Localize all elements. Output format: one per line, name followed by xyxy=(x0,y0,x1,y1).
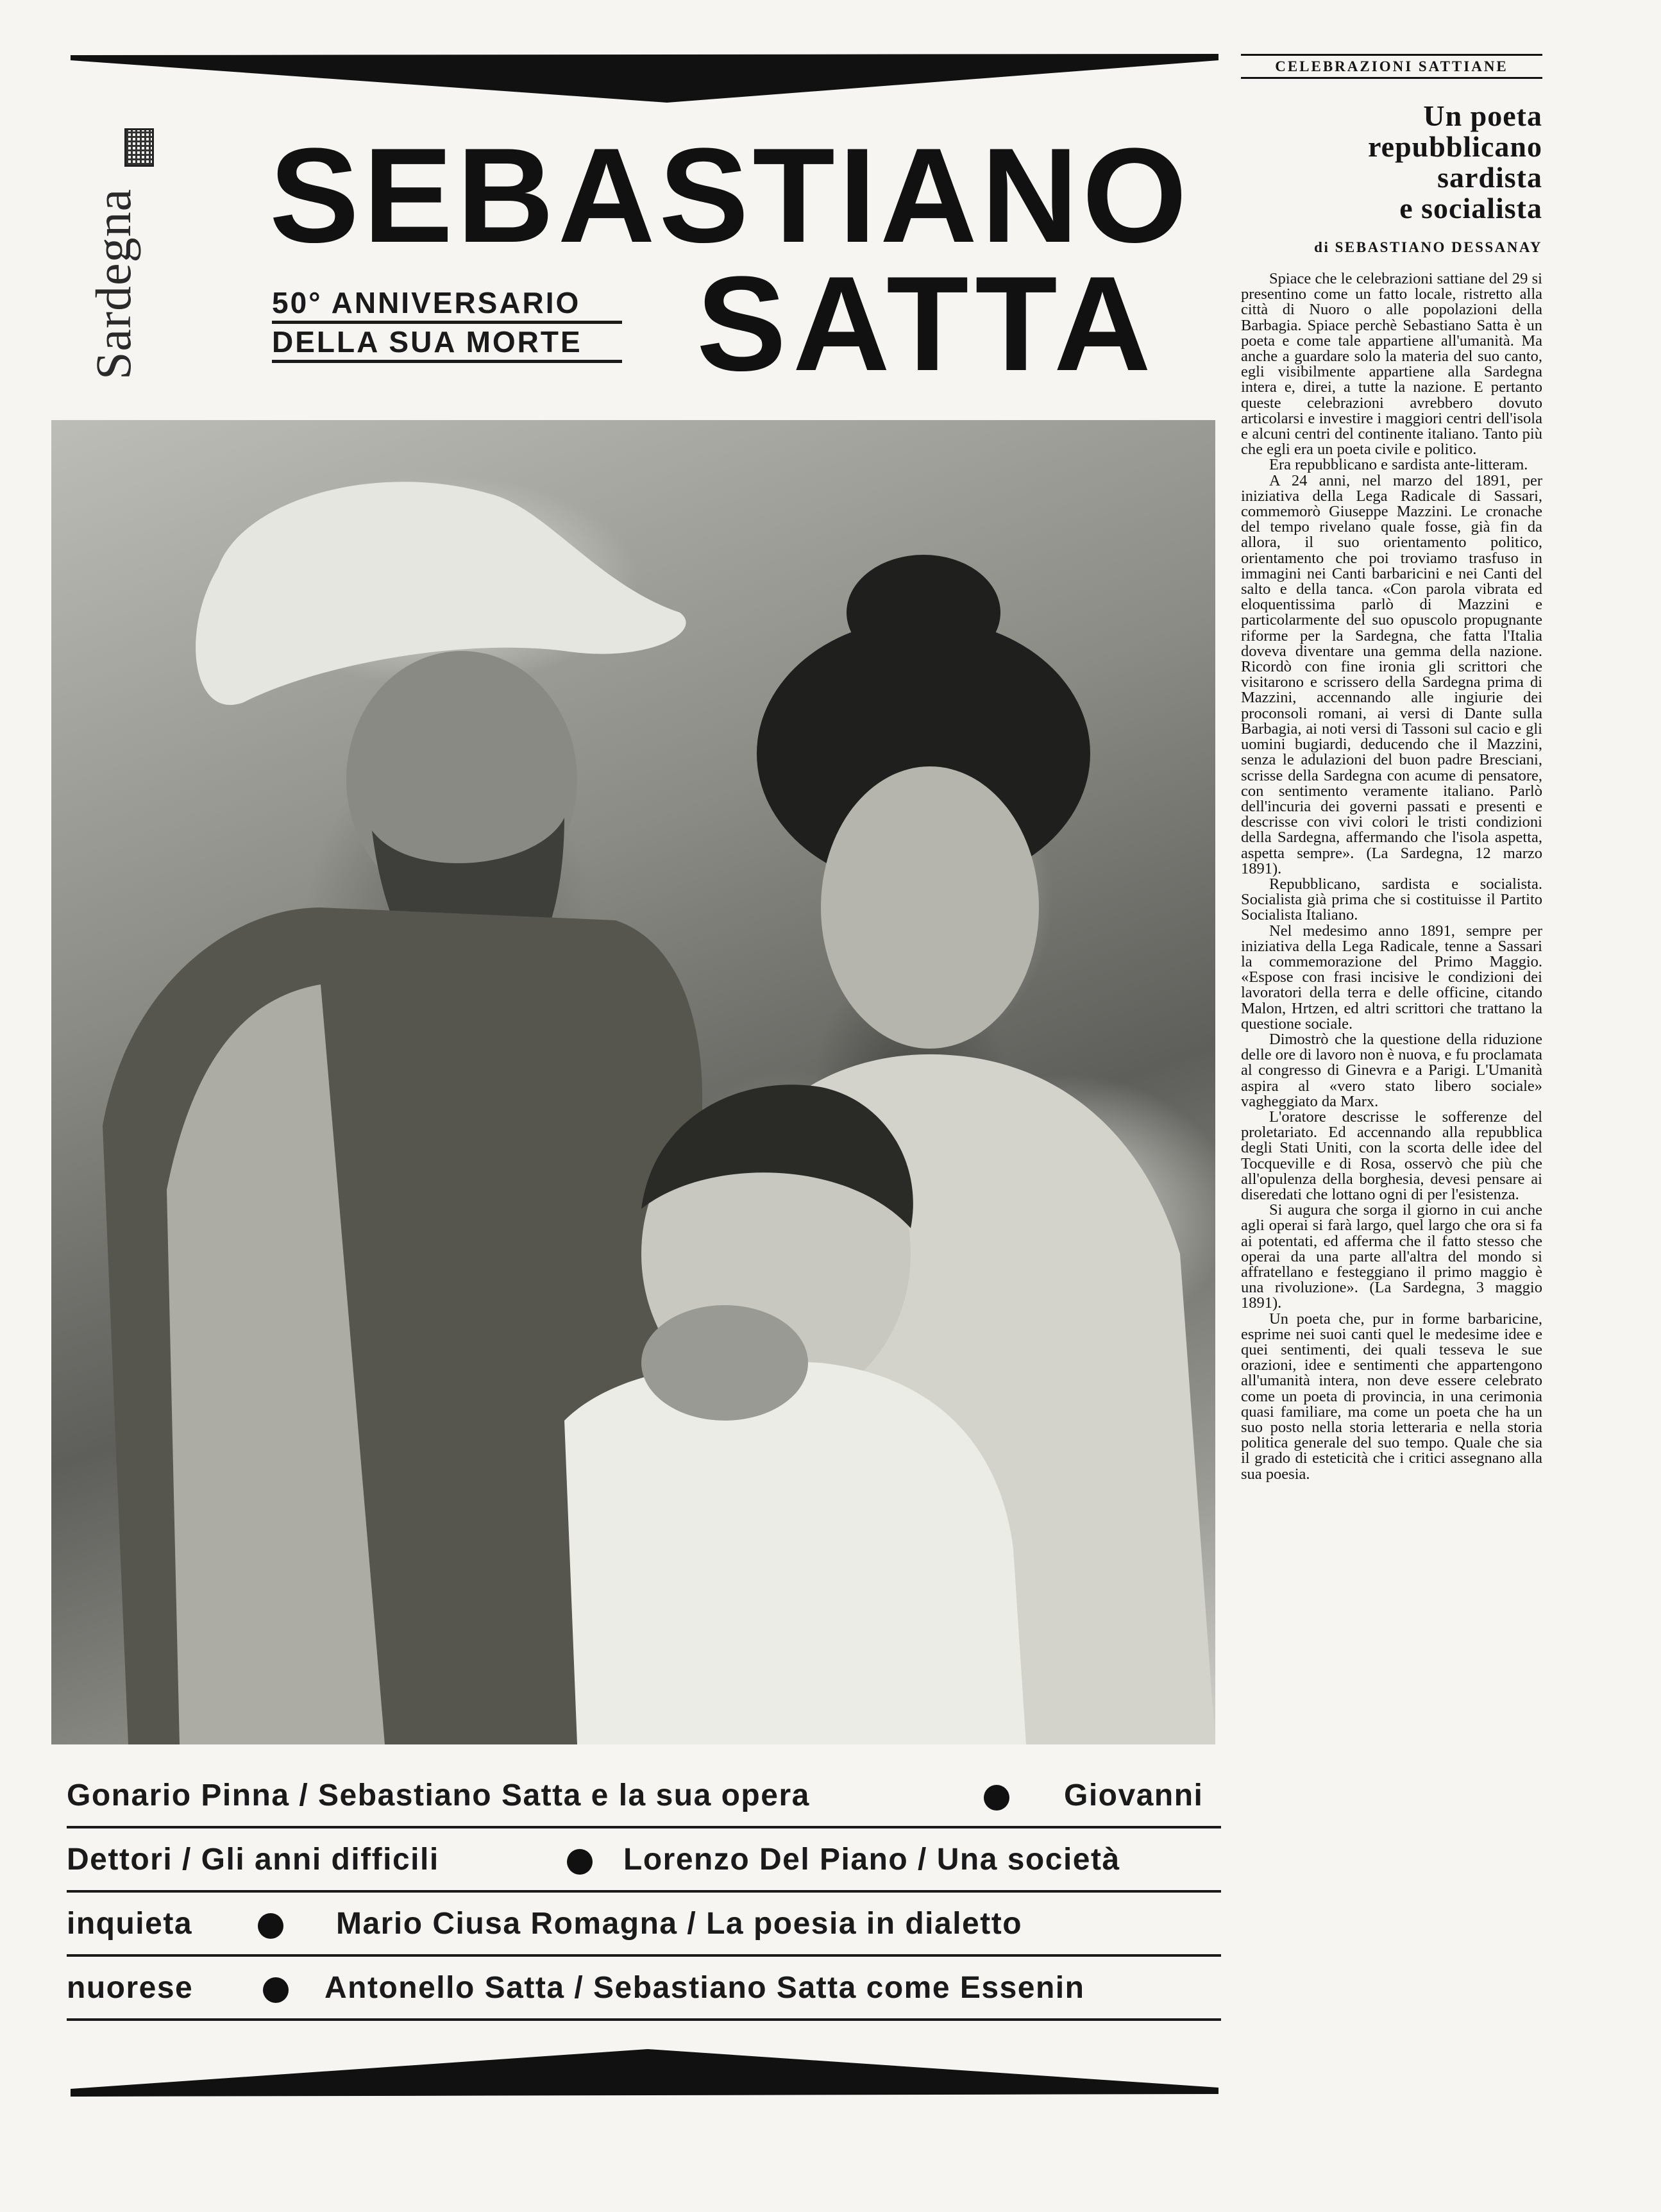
article-paragraph: Spiace che le celebrazioni sattiane del 29 si presentino come un fatto locale, ristretto alla città di Nuoro o alle popolazioni della Barbagia. Spiace perchè Sebastiano Satta è un poeta e come tale appartiene all'umanità. Ma anche a guardare solo la materia del suo canto, egli visibilmente appartiene alla Sardegna intera e, direi, a tutte la nazione. E pertanto queste celebrazioni avrebbero dovuto articolarsi e investire i maggiori centri dell'isola e alcuni centri del continente italiano. Tanto più che egli era un poeta civile e politico. xyxy=(1241,270,1542,459)
teaser-text: inquieta xyxy=(67,1907,193,1941)
article-paragraph: Dimostrò che la questione della riduzione delle ore di lavoro non è nuova, e fu proclamata al congresso di Ginevra e a Parigi. L'Umanità aspira al «vero stato libero sociale» vagheggiato da Marx. xyxy=(1241,1030,1542,1110)
teaser-text: Antonello Satta / Sebastiano Satta come Essenin xyxy=(325,1971,1085,2005)
cover-title-line1: SEBASTIANO xyxy=(269,120,1191,271)
article-paragraph: A 24 anni, nel marzo del 1891, per iniziativa della Lega Radicale di Sassari, commemorò Giuseppe Mazzini. Le cronache del tempo rivelano quale fosse, già fin da allora, il suo orientamento politico, orientamento che poi troviamo trasfuso in immagini nei Canti barbaricini e nei Canti del salto e della tanca. «Con parola vibrata ed eloquentissima parlò di Mazzini e particolarmente del suo opuscolo propugnante riforme per la Sardegna, che fatta l'Italia doveva diventare una gemma della nazione. Ricordò con fine ironia gli scrittori che visitarono e scrissero della Sardegna prima di Mazzini, accennando alle ingiurie dei proconsoli romani, ai versi di Dante sulla Barbagia, ai noti versi di Tassoni sul cacio e gli uomini bugiardi, deducendo che il Mazzini, senza le adulazioni del buon padre Bresciani, scrisse della Sardegna con acume di pensatore, con sentimento veramente italiano. Parlò dell'incuria dei governi passati e presenti e descrisse con vivi colori le tristi condizioni della Sardegna, affermando che l'isola aspetta, aspetta sempre». (La Sardegna, 12 marzo 1891). xyxy=(1241,471,1542,877)
article-body xyxy=(1241,271,1542,1482)
headline-line: repubblicano xyxy=(1368,130,1542,163)
teaser-line-3 xyxy=(67,1902,1221,1957)
bullet-dot-icon xyxy=(258,1913,283,1939)
article-paragraph: L'oratore descrisse le sofferenze del proletariato. Ed accennando alla repubblica degli Stati Uniti, con la scorta delle idee del Tocqueville e di Rosa, osservò che più che all'opulenza della borghesia, devesi pensare ai diseredati che lottano ogni di per l'esistenza. xyxy=(1241,1108,1542,1203)
teaser-text: Lorenzo Del Piano / Una società xyxy=(623,1843,1120,1877)
article-paragraph: Repubblicano, sardista e socialista. Socialista già prima che si costituisse il Partito Socialista Italiano. xyxy=(1241,875,1542,924)
family-portrait-photo xyxy=(51,420,1215,1744)
bottom-wedge-ornament xyxy=(71,2049,1218,2100)
headline-line: e socialista xyxy=(1399,192,1542,224)
anniversary-line1: 50° ANNIVERSARIO xyxy=(272,285,622,324)
article-paragraph: Un poeta che, pur in forme barbaricine, esprime nei suoi canti quel le medesime idee e quei sentimenti, dei quali tesseva le sue orazioni, idee e sentimenti che appartengono all'umanità intera, non deve essere celebrato come un poeta di provincia, in una cerimonia quasi familiare, ma come un poeta che ha un suo posto nella storia letteraria e nella storia politica generale del suo tempo. Quale che sia il grado di esteticità che i critici assegnano alla sua poesia. xyxy=(1241,1310,1542,1483)
portrait-silhouettes xyxy=(51,420,1215,1744)
teaser-text: Giovanni xyxy=(1064,1778,1204,1812)
masthead xyxy=(76,128,159,385)
masthead-logo-icon xyxy=(124,128,154,167)
article-byline: di SEBASTIANO DESSANAY xyxy=(1314,239,1542,255)
article-headline xyxy=(1241,101,1542,224)
bullet-dot-icon xyxy=(263,1977,289,2003)
article-paragraph: Era repubblicano e sardista ante-litteram. xyxy=(1269,456,1528,474)
section-label: CELEBRAZIONI SATTIANE xyxy=(1241,54,1542,79)
article-paragraph: Nel medesimo anno 1891, sempre per iniziativa della Lega Radicale, tenne a Sassari la commemorazione del Primo Maggio. «Espose con frasi incisive le condizioni dei lavoratori della terra e delle officine, citando Malon, Hrtzen, ed altri scrittori che trattano la questione sociale. xyxy=(1241,922,1542,1033)
teaser-text: Gonario Pinna / Sebastiano Satta e la sua opera xyxy=(67,1778,810,1812)
anniversary-caption xyxy=(272,285,622,363)
teaser-text: Mario Ciusa Romagna / La poesia in dialetto xyxy=(336,1907,1023,1941)
teaser-text: nuorese xyxy=(67,1971,194,2005)
bullet-dot-icon xyxy=(567,1849,593,1875)
teaser-line-1 xyxy=(67,1773,1221,1828)
teaser-line-2 xyxy=(67,1837,1221,1893)
bullet-dot-icon xyxy=(984,1785,1009,1811)
headline-line: sardista xyxy=(1437,161,1542,194)
anniversary-line2: DELLA SUA MORTE xyxy=(272,324,622,363)
teaser-line-4 xyxy=(67,1966,1221,2021)
headline-line: Un poeta xyxy=(1423,99,1542,132)
top-wedge-ornament xyxy=(71,49,1218,103)
contents-teaser-strip xyxy=(67,1773,1221,2030)
cover-title-line2: SATTA xyxy=(696,248,1158,399)
article-column xyxy=(1241,54,1542,1482)
masthead-name: Sardegna xyxy=(85,188,141,380)
teaser-text: Dettori / Gli anni difficili xyxy=(67,1843,439,1877)
article-paragraph: Si augura che sorga il giorno in cui anche agli operai si farà largo, quel largo che ora si fa ai potentati, ed afferma che il fatto stesso che operai da una parte all'altra del mondo si affratellano e festeggiano il primo maggio è una rivoluzione». (La Sardegna, 3 maggio 1891). xyxy=(1241,1201,1542,1312)
